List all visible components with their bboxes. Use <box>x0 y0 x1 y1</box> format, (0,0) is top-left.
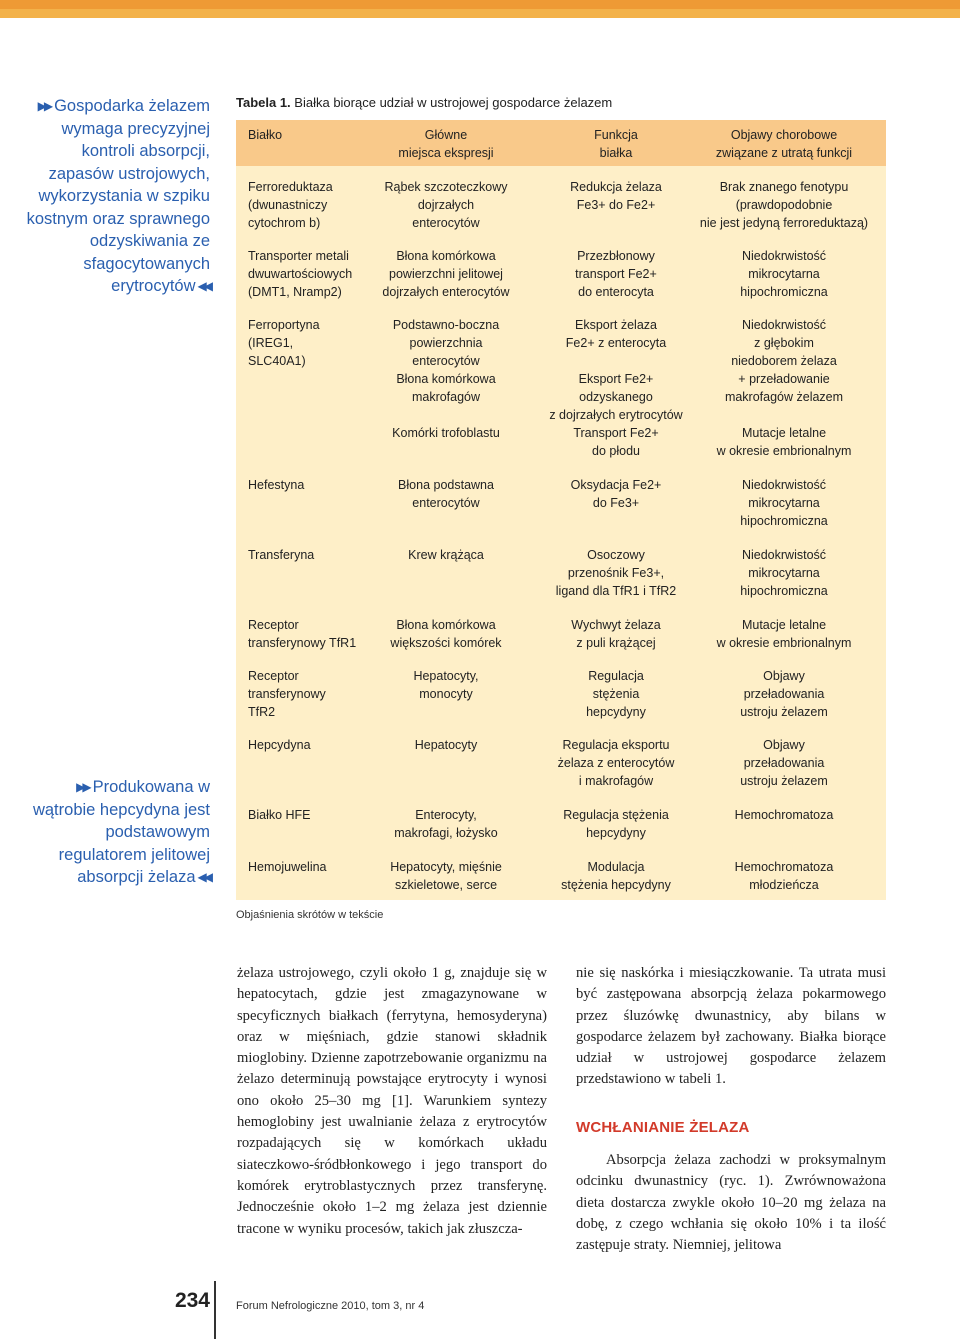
arrow-left-icon: ◀◀ <box>197 870 210 884</box>
cell-protein: Hemojuwelina <box>248 860 327 874</box>
sidenote-iron-metabolism <box>20 95 210 298</box>
cell-disease-symptoms: Hemochromatoza <box>734 808 834 822</box>
cell-expression-sites: Enterocyty, makrofagi, łożysko <box>394 808 498 840</box>
cell-disease-symptoms: Brak znanego fenotypu (prawdopodobnie nie jest jedyną ferroreduktazą) <box>699 180 869 230</box>
cell-function: Modulacja stężenia hepcydyny <box>561 860 671 892</box>
journal-citation: Forum Nefrologiczne 2010, tom 3, nr 4 <box>236 1300 425 1312</box>
header-disease-symptoms: Objawy chorobowe związane z utratą funkcji <box>715 128 853 160</box>
cell-expression-sites: Błona komórkowa powierzchni jelitowej dojrzałych enterocytów <box>382 249 510 299</box>
cell-protein: Ferroreduktaza (dwunastniczy cytochrom b) <box>248 180 333 230</box>
cell-function: Oksydacja Fe2+ do Fe3+ <box>570 478 662 510</box>
section-heading: WCHŁANIANIE ŻELAZA <box>576 1118 750 1136</box>
table-footnote: Objaśnienia skrótów w tekście <box>236 909 384 921</box>
cell-function: Osoczowy przenośnik Fe3+, ligand dla TfR1 i TfR2 <box>555 548 677 598</box>
body-paragraph: Absorpcja żelaza zachodzi w proksymalnym odcinku dwunastnicy (ryc. 1). Zwrównoważona dieta dostarcza zwykle około 10–20 mg żelaza na dobę, z czego wchłania się około 10% i ta ilość zastępuje straty. Niemniej, jelitowa <box>576 1152 886 1254</box>
sidenote-1-text: Gospodarka żelazem wymaga precyzyjnej kontroli absorpcji, zapasów ustrojowych, wykorzystania w szpiku kostnym oraz sprawnego odzyskiwania ze sfagocytowanych erytrocytów <box>26 97 210 295</box>
cell-disease-symptoms: Niedokrwistość mikrocytarna hipochromiczna <box>740 478 828 528</box>
cell-protein: Transporter metali dwuwartościowych (DMT1, Nramp2) <box>248 249 353 299</box>
cell-protein: Receptor transferynowy TfR1 <box>248 618 357 650</box>
table-caption <box>236 94 612 112</box>
cell-disease-symptoms: Hemochromatoza młodzieńcza <box>734 860 834 892</box>
table-label: Tabela 1. <box>236 95 291 110</box>
cell-protein: Receptor transferynowy TfR2 <box>248 669 326 719</box>
cell-disease-symptoms: Objawy przeładowania ustroju żelazem <box>740 669 828 719</box>
arrow-left-icon: ◀◀ <box>197 279 210 293</box>
cell-disease-symptoms: Niedokrwistość mikrocytarna hipochromiczna <box>740 548 828 598</box>
cell-function: Eksport żelaza Fe2+ z enterocyta Eksport Fe2+ odzyskanego z dojrzałych erytrocytów Transport Fe2+ do płodu <box>549 318 683 458</box>
table-caption-text: Białka biorące udział w ustrojowej gospodarce żelazem <box>290 95 613 110</box>
cell-disease-symptoms: Objawy przeładowania ustroju żelazem <box>740 738 828 788</box>
cell-expression-sites: Rąbek szczoteczkowy dojrzałych enterocytów <box>384 180 508 230</box>
body-paragraph: żelaza ustrojowego, czyli około 1 g, znajduje się w hepatocytach, gdzie jest zmagazynowane w specyficznych białkach (ferrytyna, hemosyderyna) oraz w mięśniach, gdzie stanowi składnik mioglobiny. Dzienne zapotrzebowanie organizmu na żelazo determinują powstające erytrocyty i wynosi ono około 25–30 mg [1]. Warunkiem syntezy hemoglobiny jest uwalnianie żelaza z erytrocytów rozpadających się w komórkach układu siateczkowo-śródbłonkowego i jego transport do komórek erytroblastycznych przez transferynę. Jednocześnie około 1–2 mg żelaza jest dziennie tracone w wyniku procesów, takich jak złuszcza- <box>237 965 547 1237</box>
cell-expression-sites: Błona komórkowa większości komórek <box>390 618 502 650</box>
table-header <box>236 120 886 166</box>
cell-expression-sites: Krew krążąca <box>408 548 484 562</box>
header-protein: Białko <box>248 128 283 142</box>
cell-expression-sites: Hepatocyty, monocyty <box>413 669 479 701</box>
cell-expression-sites: Hepatocyty <box>414 738 478 752</box>
cell-function: Przezbłonowy transport Fe2+ do enterocyta <box>575 249 657 299</box>
arrow-right-icon: ▶▶ <box>37 99 51 113</box>
cell-protein: Transferyna <box>248 548 315 562</box>
cell-function: Regulacja stężenia hepcydyny <box>563 808 669 840</box>
body-paragraph: nie się naskórka i miesiączkowanie. Ta utrata musi być zastępowana absorpcją żelaza pokarmowego przez śluzówkę dwunastnicy, aby bilans w gospodarce żelazem był zachowany. Białka biorące udział w ustrojowej gospodarce żelazem przedstawiono w tabeli 1. <box>576 965 886 1088</box>
cell-protein: Hepcydyna <box>248 738 311 752</box>
cell-disease-symptoms: Niedokrwistość mikrocytarna hipochromiczna <box>740 249 828 299</box>
cell-disease-symptoms: Mutacje letalne w okresie embrionalnym <box>716 618 852 650</box>
body-text-left-column <box>237 963 547 1240</box>
cell-protein: Hefestyna <box>248 478 305 492</box>
cell-protein: Ferroportyna (IREG1, SLC40A1) <box>248 318 320 368</box>
cell-function: Redukcja żelaza Fe3+ do Fe2+ <box>570 180 662 212</box>
page-divider <box>214 1281 216 1339</box>
cell-function: Wychwyt żelaza z puli krążącej <box>571 618 661 650</box>
cell-function: Regulacja eksportu żelaza z enterocytów i makrofagów <box>557 738 675 788</box>
header-expression-sites: Główne miejsca ekspresji <box>398 128 494 160</box>
cell-expression-sites: Podstawno-boczna powierzchnia enterocytów Błona komórkowa makrofagów Komórki trofoblastu <box>392 318 500 440</box>
top-color-bar <box>0 0 960 18</box>
header-function: Funkcja białka <box>594 128 638 160</box>
page-number: 234 <box>174 1289 210 1312</box>
body-text-right-column <box>576 963 886 1257</box>
sidenote-2-text: Produkowana w wątrobie hepcydyna jest podstawowym regulatorem jelitowej absorpcji żelaza <box>32 778 210 886</box>
cell-function: Regulacja stężenia hepcydyny <box>586 669 646 719</box>
cell-disease-symptoms: Niedokrwistość z głębokim niedoborem żelaza + przeładowanie makrofagów żelazem Mutacje letalne w okresie embrionalnym <box>716 318 852 458</box>
sidenote-hepcidin <box>20 776 210 889</box>
cell-expression-sites: Błona podstawna enterocytów <box>398 478 494 510</box>
protein-table <box>236 120 886 900</box>
cell-protein: Białko HFE <box>248 808 311 822</box>
arrow-right-icon: ▶▶ <box>76 780 89 794</box>
cell-expression-sites: Hepatocyty, mięśnie szkieletowe, serce <box>390 860 502 892</box>
